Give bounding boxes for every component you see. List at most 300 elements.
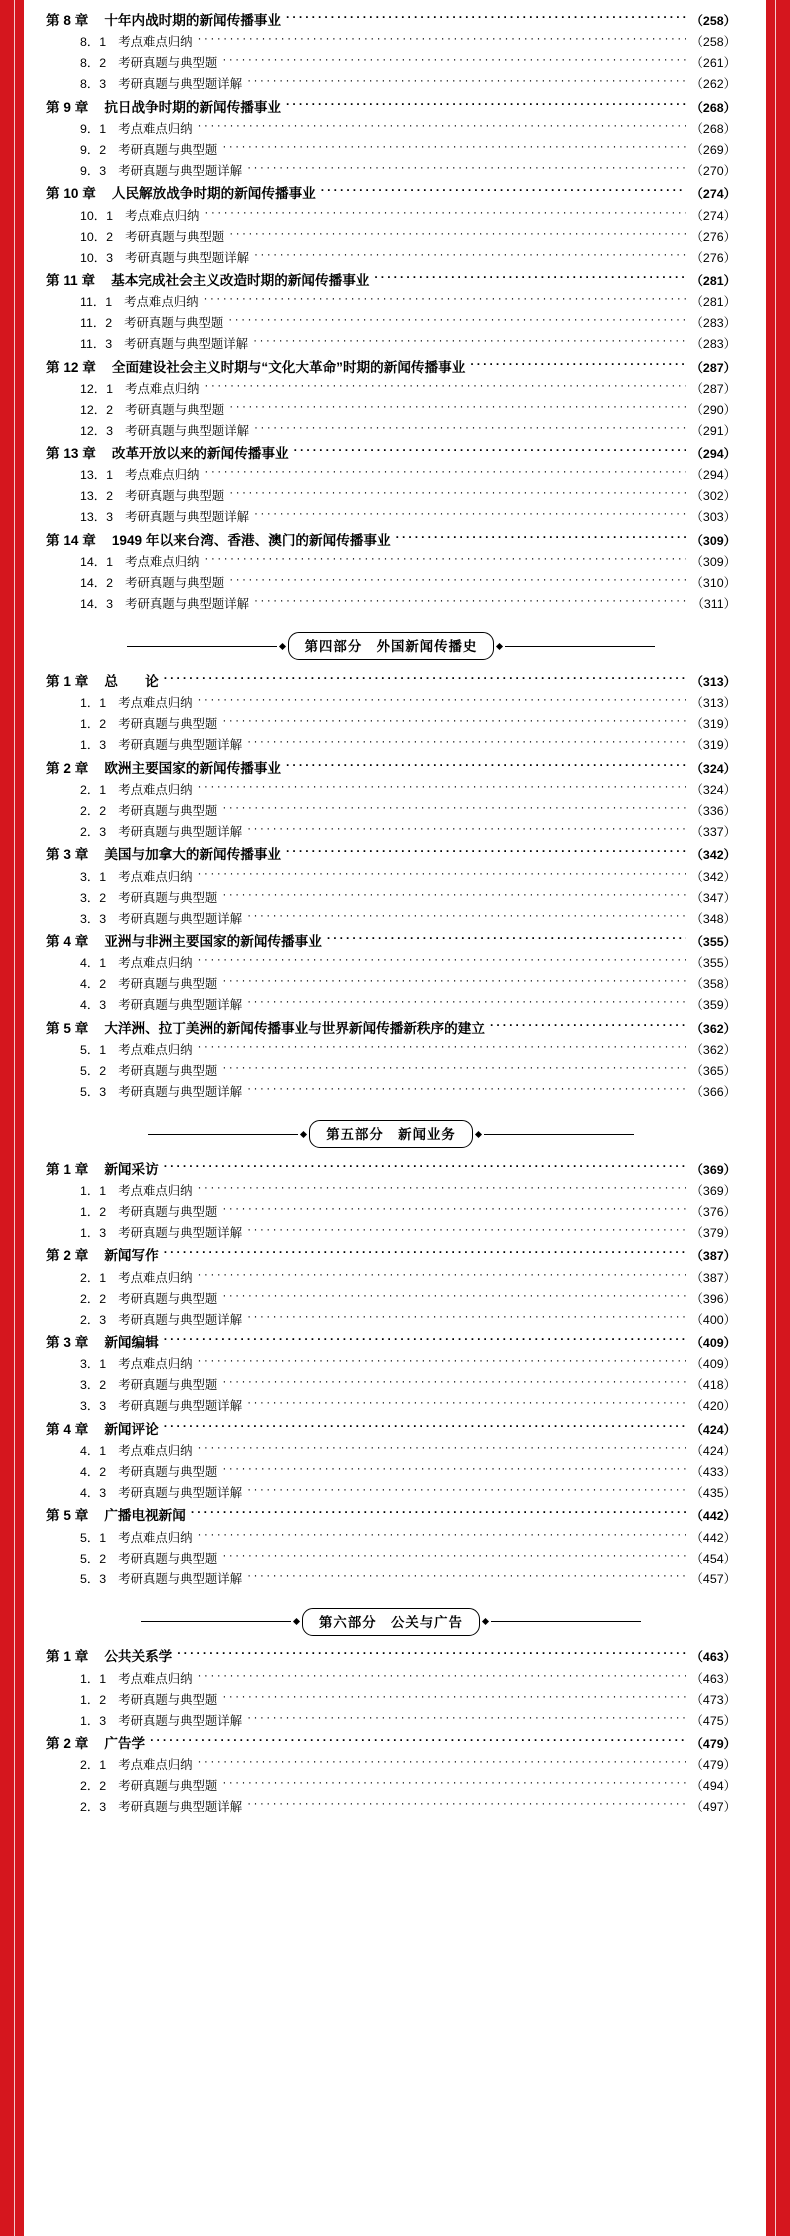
leader-dots: [222, 802, 685, 814]
section-number: 11．1: [80, 295, 113, 310]
page-number: （294）: [690, 447, 736, 462]
page-number: （362）: [690, 1021, 736, 1036]
leader-dots: [286, 759, 686, 773]
leader-dots: [286, 98, 686, 112]
section-title: 考点难点归纳: [118, 869, 193, 884]
part-rule-left: [127, 646, 277, 647]
chapter-title: 大洋洲、拉丁美洲的新闻传播事业与世界新闻传播新秩序的建立: [104, 1020, 485, 1036]
section-title: 考研真题与典型题详解: [118, 824, 243, 839]
page-number: （309）: [690, 555, 736, 570]
toc-section-row[interactable]: [46, 575, 736, 590]
toc-chapter-row[interactable]: [46, 358, 736, 374]
chapter-title: 十年内战时期的新闻传播事业: [104, 13, 282, 29]
section-number: 1．2: [80, 1204, 107, 1219]
leader-dots: [247, 1398, 685, 1410]
part-banner-inner: [148, 1120, 634, 1148]
leader-dots: [247, 162, 685, 174]
leader-dots: [177, 1648, 685, 1662]
section-number: 13．3: [80, 510, 114, 525]
leader-dots: [229, 488, 685, 500]
section-number: 3．2: [80, 890, 107, 905]
toc-section-row[interactable]: [46, 162, 736, 177]
section-title: 考点难点归纳: [125, 381, 200, 396]
page-number: （369）: [690, 1162, 736, 1177]
page-number: （409）: [690, 1336, 736, 1351]
leader-dots: [247, 910, 685, 922]
section-number: 2．3: [80, 1312, 107, 1327]
toc-section-row[interactable]: [46, 997, 736, 1012]
toc-section-row[interactable]: [46, 207, 736, 222]
section-title: 考研真题与典型题详解: [118, 998, 243, 1013]
leader-dots: [198, 1670, 686, 1682]
leader-dots: [198, 782, 686, 794]
toc-chapter-row[interactable]: [46, 1420, 736, 1436]
chapter-title: 亚洲与非洲主要国家的新闻传播事业: [104, 934, 322, 949]
chapter-number: 第 1 章: [46, 674, 89, 690]
section-title: 考点难点归纳: [125, 555, 200, 570]
toc-chapter-row[interactable]: [46, 759, 736, 775]
section-number: 5．3: [80, 1572, 107, 1587]
chapter-title: 新闻写作: [104, 1248, 159, 1264]
page-number: （261）: [690, 56, 736, 71]
toc-section-row[interactable]: [46, 1799, 736, 1814]
toc-chapter-row[interactable]: [46, 1735, 736, 1751]
leader-dots: [247, 1311, 685, 1323]
chapter-number: 第 1 章: [46, 1161, 89, 1177]
leader-dots: [198, 1041, 686, 1053]
leader-dots: [254, 509, 686, 521]
leader-dots: [222, 1062, 685, 1074]
toc-section-row[interactable]: [46, 1571, 736, 1586]
leader-dots: [150, 1735, 685, 1749]
toc-chapter-row[interactable]: [46, 185, 736, 201]
toc-section-row[interactable]: [46, 1083, 736, 1098]
section-number: 1．1: [80, 1183, 107, 1198]
diamond-icon: [475, 1131, 482, 1138]
page-number: （313）: [690, 696, 736, 711]
toc-section-row[interactable]: [46, 1356, 736, 1371]
toc-section-row[interactable]: [46, 596, 736, 611]
section-number: 2．3: [80, 824, 107, 839]
chapter-number: 第 5 章: [46, 1508, 89, 1524]
chapter-title: 全面建设社会主义时期与“文化大革命”时期的新闻传播事业: [111, 359, 466, 375]
leader-dots: [222, 1204, 685, 1216]
toc-chapter-row[interactable]: [46, 1247, 736, 1263]
chapter-number: 第 2 章: [46, 760, 89, 776]
leader-dots: [490, 1019, 686, 1033]
leader-dots: [222, 55, 685, 67]
chapter-number: 第 8 章: [46, 13, 89, 29]
page-number: （324）: [690, 782, 736, 797]
toc-section-row[interactable]: [46, 1484, 736, 1499]
leader-dots: [247, 997, 685, 1009]
leader-dots: [222, 1778, 685, 1790]
section-number: 1．1: [80, 1671, 107, 1686]
leader-dots: [247, 737, 685, 749]
section-title: 考点难点归纳: [125, 208, 200, 223]
toc-section-row[interactable]: [46, 1529, 736, 1544]
toc-section-row[interactable]: [46, 955, 736, 970]
section-title: 考研真题与典型题: [118, 890, 218, 905]
section-number: 2．1: [80, 1758, 107, 1773]
section-number: 3．3: [80, 911, 107, 926]
section-title: 考点难点归纳: [118, 35, 193, 50]
chapter-title: 欧洲主要国家的新闻传播事业: [104, 760, 282, 776]
section-number: 14．1: [80, 555, 114, 570]
section-title: 考研真题与典型题详解: [118, 77, 243, 92]
section-title: 考研真题与典型题详解: [125, 423, 249, 438]
page-number: （281）: [690, 295, 736, 310]
toc-section-row[interactable]: [46, 315, 736, 330]
section-number: 1．3: [80, 738, 107, 753]
part-banner: [46, 1608, 736, 1636]
section-title: 考研真题与典型题: [118, 1204, 218, 1219]
part-title: 第四部分 外国新闻传播史: [288, 632, 495, 660]
leader-dots: [164, 1333, 686, 1347]
toc-chapter-row[interactable]: [46, 531, 736, 547]
part-title: 第六部分 公关与广告: [302, 1608, 480, 1636]
page-number: （473）: [690, 1692, 736, 1707]
leader-dots: [247, 1083, 685, 1095]
chapter-title: 改革开放以来的新闻传播事业: [111, 446, 289, 462]
section-title: 考点难点归纳: [118, 1758, 193, 1773]
leader-dots: [204, 207, 685, 219]
section-number: 5．1: [80, 1530, 107, 1545]
toc-chapter-row[interactable]: [46, 1648, 736, 1664]
chapter-number: 第 3 章: [46, 1335, 89, 1351]
toc-section-row[interactable]: [46, 554, 736, 569]
toc-section-row[interactable]: [46, 1550, 736, 1565]
part-rule-right: [505, 646, 655, 647]
section-title: 考研真题与典型题详解: [125, 597, 249, 612]
toc-section-row[interactable]: [46, 1712, 736, 1727]
section-number: 2．1: [80, 1270, 107, 1285]
toc-section-row[interactable]: [46, 1442, 736, 1457]
section-number: 1．2: [80, 717, 107, 732]
toc-section-row[interactable]: [46, 1041, 736, 1056]
toc-section-row[interactable]: [46, 1463, 736, 1478]
page-sheet: [24, 0, 766, 2236]
section-number: 3．1: [80, 869, 107, 884]
leader-dots: [222, 976, 685, 988]
page-number: （457）: [690, 1572, 736, 1587]
toc-section-row[interactable]: [46, 249, 736, 264]
toc-section-row[interactable]: [46, 1398, 736, 1413]
toc-chapter-row[interactable]: [46, 12, 736, 28]
page-number: （355）: [690, 956, 736, 971]
section-number: 4．3: [80, 998, 107, 1013]
section-title: 考点难点归纳: [118, 1443, 193, 1458]
leader-dots: [228, 315, 685, 327]
section-title: 考研真题与典型题: [125, 229, 225, 244]
chapter-title: 人民解放战争时期的新闻传播事业: [111, 186, 316, 202]
toc-chapter-row[interactable]: [46, 98, 736, 114]
table-of-contents: [46, 12, 736, 1814]
leader-dots: [204, 554, 685, 566]
page-number: （475）: [690, 1713, 736, 1728]
page-number: （347）: [690, 890, 736, 905]
section-title: 考点难点归纳: [118, 696, 193, 711]
section-title: 考研真题与典型题: [125, 489, 225, 504]
toc-section-row[interactable]: [46, 76, 736, 91]
leader-dots: [198, 695, 686, 707]
page-number: （336）: [690, 803, 736, 818]
leader-dots: [204, 380, 685, 392]
page-number: （424）: [690, 1443, 736, 1458]
page-number: （497）: [690, 1800, 736, 1815]
toc-chapter-row[interactable]: [46, 1160, 736, 1176]
page-number: （319）: [690, 717, 736, 732]
toc-section-row[interactable]: [46, 1311, 736, 1326]
leader-dots: [254, 249, 686, 261]
leader-dots: [247, 1712, 685, 1724]
section-title: 考研真题与典型题: [124, 316, 224, 331]
page-number: （379）: [690, 1225, 736, 1240]
section-number: 13．2: [80, 489, 114, 504]
section-title: 考研真题与典型题: [125, 402, 225, 417]
chapter-number: 第 14 章: [46, 532, 96, 548]
page-number: （418）: [690, 1378, 736, 1393]
toc-chapter-row[interactable]: [46, 271, 736, 287]
section-title: 考点难点归纳: [118, 1357, 193, 1372]
section-title: 考研真题与典型题: [118, 977, 218, 992]
toc-section-row[interactable]: [46, 716, 736, 731]
section-title: 考研真题与典型题详解: [118, 911, 243, 926]
leader-dots: [222, 1550, 685, 1562]
section-number: 9．3: [80, 163, 107, 178]
diamond-icon: [482, 1618, 489, 1625]
toc-section-row[interactable]: [46, 976, 736, 991]
toc-section-row[interactable]: [46, 380, 736, 395]
section-number: 4．3: [80, 1485, 107, 1500]
toc-section-row[interactable]: [46, 782, 736, 797]
toc-section-row[interactable]: [46, 737, 736, 752]
page-number: （319）: [690, 738, 736, 753]
toc-section-row[interactable]: [46, 336, 736, 351]
page-number: （268）: [690, 100, 736, 115]
section-number: 10．2: [80, 229, 114, 244]
page-number: （396）: [690, 1291, 736, 1306]
leader-dots: [198, 34, 686, 46]
section-number: 11．2: [80, 316, 113, 331]
section-title: 考研真题与典型题详解: [118, 163, 243, 178]
leader-dots: [191, 1507, 686, 1521]
section-number: 12．2: [80, 402, 114, 417]
toc-chapter-row[interactable]: [46, 445, 736, 461]
section-number: 8．2: [80, 56, 107, 71]
chapter-number: 第 12 章: [46, 359, 96, 375]
page-number: （290）: [690, 402, 736, 417]
page-number: （494）: [690, 1779, 736, 1794]
section-title: 考研真题与典型题: [118, 803, 218, 818]
toc-section-row[interactable]: [46, 228, 736, 243]
section-title: 考研真题与典型题详解: [118, 1399, 243, 1414]
leader-dots: [164, 672, 686, 686]
section-number: 4．2: [80, 977, 107, 992]
toc-section-row[interactable]: [46, 1290, 736, 1305]
section-number: 9．1: [80, 121, 107, 136]
page-number: （268）: [690, 121, 736, 136]
chapter-title: 基本完成社会主义改造时期的新闻传播事业: [111, 273, 370, 289]
leader-dots: [204, 467, 685, 479]
page-number: （355）: [690, 935, 736, 949]
chapter-title: 新闻采访: [104, 1161, 159, 1177]
page-number: （442）: [690, 1509, 736, 1524]
section-number: 3．2: [80, 1378, 107, 1393]
section-title: 考研真题与典型题详解: [118, 1485, 243, 1500]
chapter-number: 第 11 章: [46, 273, 96, 289]
leader-dots: [222, 716, 685, 728]
leader-dots: [222, 889, 685, 901]
toc-section-row[interactable]: [46, 889, 736, 904]
chapter-title: 公共关系学: [104, 1649, 173, 1665]
page-number: （274）: [690, 208, 736, 223]
diamond-icon: [279, 643, 286, 650]
toc-section-row[interactable]: [46, 1670, 736, 1685]
part-banner-inner: [141, 1608, 641, 1636]
page-number: （311）: [691, 597, 736, 612]
toc-section-row[interactable]: [46, 401, 736, 416]
chapter-number: 第 4 章: [46, 934, 89, 949]
chapter-number: 第 1 章: [46, 1649, 89, 1665]
section-title: 考研真题与典型题详解: [118, 1225, 243, 1240]
leader-dots: [222, 1377, 685, 1389]
toc-section-row[interactable]: [46, 695, 736, 710]
page-number: （435）: [690, 1485, 736, 1500]
toc-section-row[interactable]: [46, 467, 736, 482]
leader-dots: [222, 1691, 685, 1703]
page-number: （342）: [690, 848, 736, 863]
leader-dots: [222, 1463, 685, 1475]
section-number: 10．3: [80, 250, 114, 265]
diamond-icon: [300, 1131, 307, 1138]
toc-section-row[interactable]: [46, 910, 736, 925]
chapter-number: 第 2 章: [46, 1736, 89, 1752]
leader-dots: [229, 228, 685, 240]
toc-section-row[interactable]: [46, 868, 736, 883]
page-number: （276）: [690, 250, 736, 265]
chapter-number: 第 5 章: [46, 1020, 89, 1036]
leader-dots: [222, 1290, 685, 1302]
toc-section-row[interactable]: [46, 1757, 736, 1772]
toc-section-row[interactable]: [46, 1225, 736, 1240]
page-number: （358）: [690, 977, 736, 992]
page-number: （369）: [690, 1183, 736, 1198]
toc-section-row[interactable]: [46, 1183, 736, 1198]
toc-chapter-row[interactable]: [46, 932, 736, 948]
leader-dots: [396, 531, 686, 545]
chapter-number: 第 3 章: [46, 847, 89, 863]
toc-section-row[interactable]: [46, 1204, 736, 1219]
toc-section-row[interactable]: [46, 294, 736, 309]
page-number: （303）: [690, 510, 736, 525]
toc-section-row[interactable]: [46, 1778, 736, 1793]
section-number: 10．1: [80, 208, 114, 223]
toc-section-row[interactable]: [46, 1269, 736, 1284]
section-number: 4．1: [80, 956, 107, 971]
toc-section-row[interactable]: [46, 34, 736, 49]
page-number: （287）: [690, 360, 736, 375]
leader-dots: [164, 1160, 686, 1174]
page-number: （276）: [690, 229, 736, 244]
section-title: 考研真题与典型题详解: [118, 1713, 243, 1728]
page-number: （302）: [690, 489, 736, 504]
leader-dots: [198, 1757, 686, 1769]
section-number: 8．1: [80, 35, 107, 50]
section-title: 考研真题与典型题详解: [118, 1312, 243, 1327]
page-number: （463）: [690, 1671, 736, 1686]
section-title: 考点难点归纳: [118, 1183, 193, 1198]
section-title: 考研真题与典型题: [118, 1063, 218, 1078]
page-number: （283）: [690, 316, 736, 331]
page-number: （324）: [690, 761, 736, 776]
toc-section-row[interactable]: [46, 1062, 736, 1077]
chapter-title: 抗日战争时期的新闻传播事业: [104, 99, 282, 115]
section-number: 4．1: [80, 1443, 107, 1458]
leader-dots: [198, 1269, 686, 1281]
toc-section-row[interactable]: [46, 823, 736, 838]
section-number: 4．2: [80, 1464, 107, 1479]
section-number: 1．3: [80, 1225, 107, 1240]
section-number: 12．3: [80, 423, 114, 438]
section-number: 2．2: [80, 803, 107, 818]
section-title: 考研真题与典型题详解: [118, 1084, 243, 1099]
leader-dots: [294, 445, 686, 459]
chapter-title: 总 论: [104, 674, 159, 690]
toc-chapter-row[interactable]: [46, 846, 736, 862]
page-number: （287）: [690, 381, 736, 396]
toc-section-row[interactable]: [46, 509, 736, 524]
toc-section-row[interactable]: [46, 488, 736, 503]
toc-chapter-row[interactable]: [46, 672, 736, 688]
toc-chapter-row[interactable]: [46, 1019, 736, 1035]
section-title: 考研真题与典型题: [118, 142, 218, 157]
section-number: 1．2: [80, 1692, 107, 1707]
leader-dots: [321, 185, 686, 199]
toc-section-row[interactable]: [46, 1691, 736, 1706]
page-number: （313）: [690, 675, 736, 690]
toc-section-row[interactable]: [46, 55, 736, 70]
section-title: 考点难点归纳: [118, 121, 193, 136]
leader-dots: [247, 1484, 685, 1496]
leader-dots: [229, 575, 685, 587]
section-title: 考研真题与典型题详解: [118, 738, 243, 753]
toc-section-row[interactable]: [46, 1377, 736, 1392]
chapter-title: 广播电视新闻: [104, 1508, 186, 1524]
section-number: 5．1: [80, 1042, 107, 1057]
section-title: 考研真题与典型题: [118, 1551, 218, 1566]
diamond-icon: [496, 643, 503, 650]
toc-chapter-row[interactable]: [46, 1333, 736, 1349]
page-number: （479）: [690, 1758, 736, 1773]
page-number: （310）: [690, 576, 736, 591]
toc-section-row[interactable]: [46, 121, 736, 136]
section-title: 考研真题与典型题: [118, 1779, 218, 1794]
section-number: 11．3: [80, 337, 113, 352]
toc-section-row[interactable]: [46, 142, 736, 157]
leader-dots: [164, 1247, 686, 1261]
toc-chapter-row[interactable]: [46, 1507, 736, 1523]
page-number: （337）: [690, 824, 736, 839]
toc-section-row[interactable]: [46, 422, 736, 437]
part-title: 第五部分 新闻业务: [309, 1120, 473, 1148]
page-number: （274）: [690, 187, 736, 202]
toc-section-row[interactable]: [46, 802, 736, 817]
chapter-title: 1949 年以来台湾、香港、澳门的新闻传播事业: [111, 532, 391, 548]
leader-dots: [247, 1799, 685, 1811]
chapter-number: 第 10 章: [46, 186, 96, 202]
section-title: 考研真题与典型题: [118, 717, 218, 732]
